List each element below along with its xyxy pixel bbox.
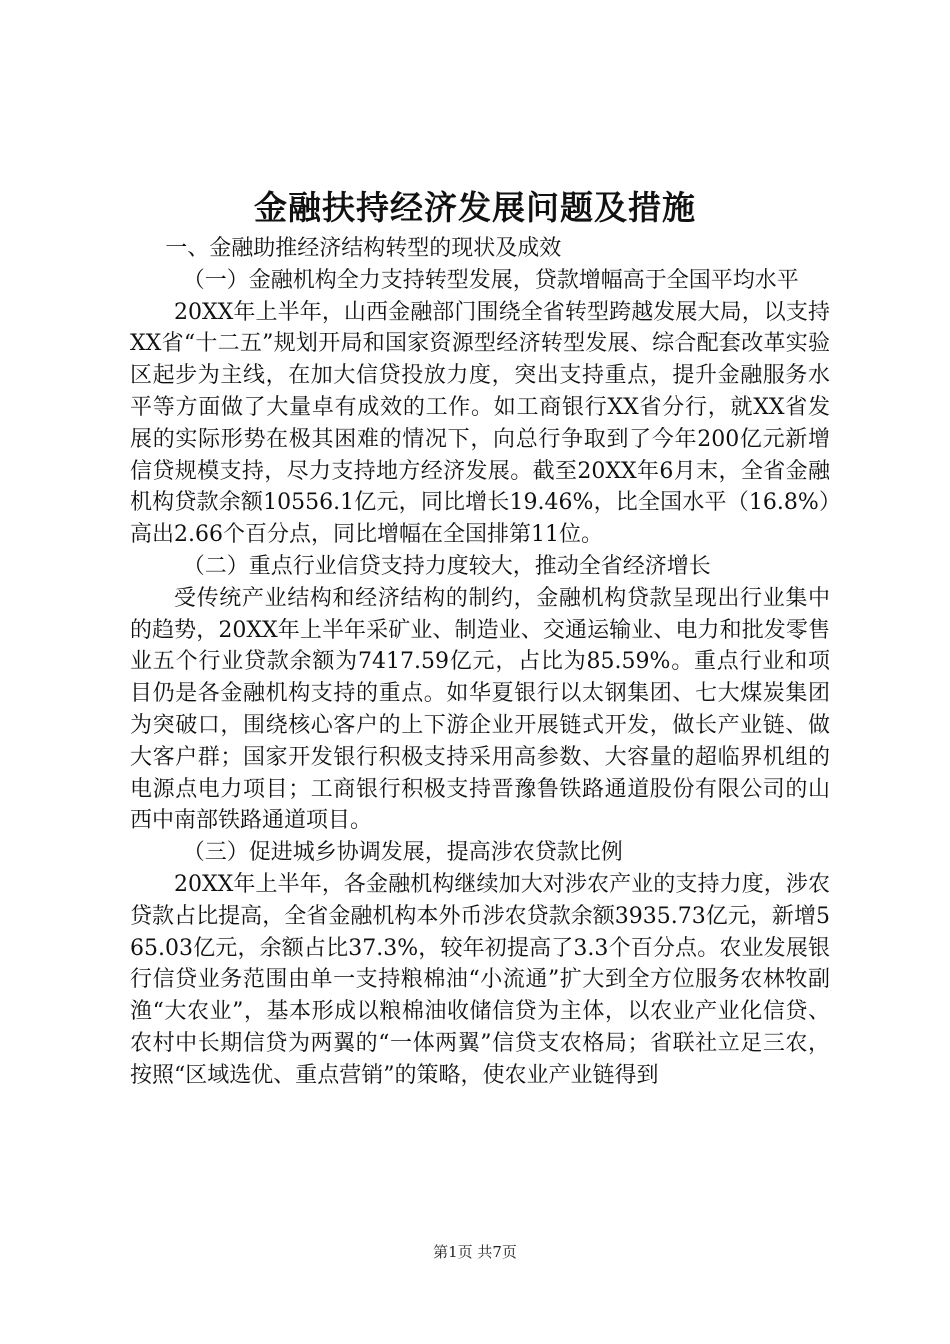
subsection-heading: （三）促进城乡协调发展，提高涉农贷款比例 xyxy=(182,840,623,866)
document-body xyxy=(130,233,830,1092)
section-heading: 一、金融助推经济结构转型的现状及成效 xyxy=(165,236,562,261)
subsection-heading: （一）金融机构全力支持转型发展，贷款增幅高于全国平均水平 xyxy=(182,267,799,293)
body-paragraph: 20XX年上半年，山西金融部门围绕全省转型跨越发展大局，以支持XX省“十二五”规划开局和国家资源型经济转型发展、综合配套改革实验区起步为主线，在加大信贷投放力度，突出支持重点，提升金融服务水平等方面做了大量卓有成效的工作。如工商银行XX省分行，就XX省发展的实际形势在极其困难的情况下，向总行争取到了今年200亿元新增信贷规模支持，尽力支持地方经济发展。截至20XX年6月末，全省金融机构贷款余额10556.1亿元，同比增长19.46%，比全国水平（16.8%）高出2.66个百分点，同比增幅在全国排第11位。 xyxy=(130,299,830,548)
body-paragraph: 20XX年上半年，各金融机构继续加大对涉农产业的支持力度，涉农贷款占比提高，全省金融机构本外币涉农贷款余额3935.73亿元，新增565.03亿元，余额占比37.3%，较年初提高了3.3个百分点。农业发展银行信贷业务范围由单一支持粮棉油“小流通”扩大到全方位服务农林牧副渔“大农业”，基本形成以粮棉油收储信贷为主体，以农业产业化信贷、农村中长期信贷为两翼的“一体两翼”信贷支农格局；省联社立足三农，按照“区域选优、重点营销”的策略，使农业产业链得到 xyxy=(130,871,830,1088)
body-paragraph: 受传统产业结构和经济结构的制约，金融机构贷款呈现出行业集中的趋势，20XX年上半年采矿业、制造业、交通运输业、电力和批发零售业五个行业贷款余额为7417.59亿元，占比为85.59%。重点行业和项目仍是各金融机构支持的重点。如华夏银行以太钢集团、七大煤炭集团为突破口，围绕核心客户的上下游企业开展链式开发，做长产业链、做大客户群；国家开发银行积极支持采用高参数、大容量的超临界机组的电源点电力项目；工商银行积极支持晋豫鲁铁路通道股份有限公司的山西中南部铁路通道项目。 xyxy=(130,585,830,834)
subsection-heading: （二）重点行业信贷支持力度较大，推动全省经济增长 xyxy=(182,553,711,579)
page-number-footer: 第1页 共7页 xyxy=(433,1243,517,1261)
document-title: 金融扶持经济发展问题及措施 xyxy=(254,188,696,227)
